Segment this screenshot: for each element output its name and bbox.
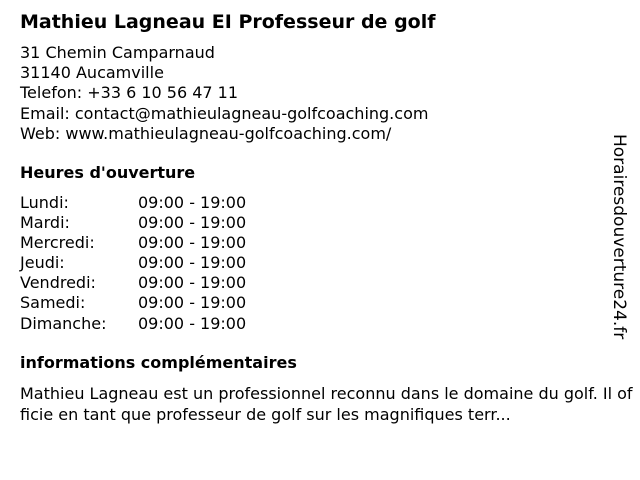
time-range: 09:00 - 19:00 [138,213,247,233]
hours-row-mercredi [20,233,280,253]
hours-row-samedi [20,293,280,313]
business-description: Mathieu Lagneau est un professionnel reconnu dans le domaine du golf. Il officie en tant que professeur de golf sur les magnifiques terr... [20,384,633,424]
address-city: 31140 Aucamville [20,63,164,83]
website-line: Web: www.mathieulagneau-golfcoaching.com/ [20,123,392,143]
opening-hours-heading: Heures d'ouverture [20,163,196,182]
time-range: 09:00 - 19:00 [138,233,247,253]
hours-row-vendredi [20,273,280,293]
day-label: Mardi: [20,213,70,233]
day-label: Lundi: [20,193,69,212]
time-range: 09:00 - 19:00 [138,273,247,293]
hours-row-jeudi [20,253,280,273]
address-street: 31 Chemin Camparnaud [20,43,215,62]
day-label: Jeudi: [20,253,65,273]
email-line: Email: contact@mathieulagneau-golfcoaching.com [20,103,429,123]
hours-row-lundi [20,193,280,213]
contact-block [20,43,428,144]
phone-line: Telefon: +33 6 10 56 47 11 [20,83,239,103]
day-label: Vendredi: [20,273,96,293]
day-label: Mercredi: [20,233,95,253]
hours-row-mardi [20,213,280,233]
business-title: Mathieu Lagneau EI Professeur de golf [20,11,436,33]
time-range: 09:00 - 19:00 [138,193,247,212]
time-range: 09:00 - 19:00 [138,293,247,313]
day-label: Dimanche: [20,313,107,333]
opening-hours-table [20,193,280,334]
time-range: 09:00 - 19:00 [138,313,247,333]
additional-info-heading: informations complémentaires [20,353,297,372]
brand-watermark: Horairesdouverture24.fr [609,134,629,340]
time-range: 09:00 - 19:00 [138,253,247,273]
day-label: Samedi: [20,293,86,313]
hours-row-dimanche [20,314,280,334]
